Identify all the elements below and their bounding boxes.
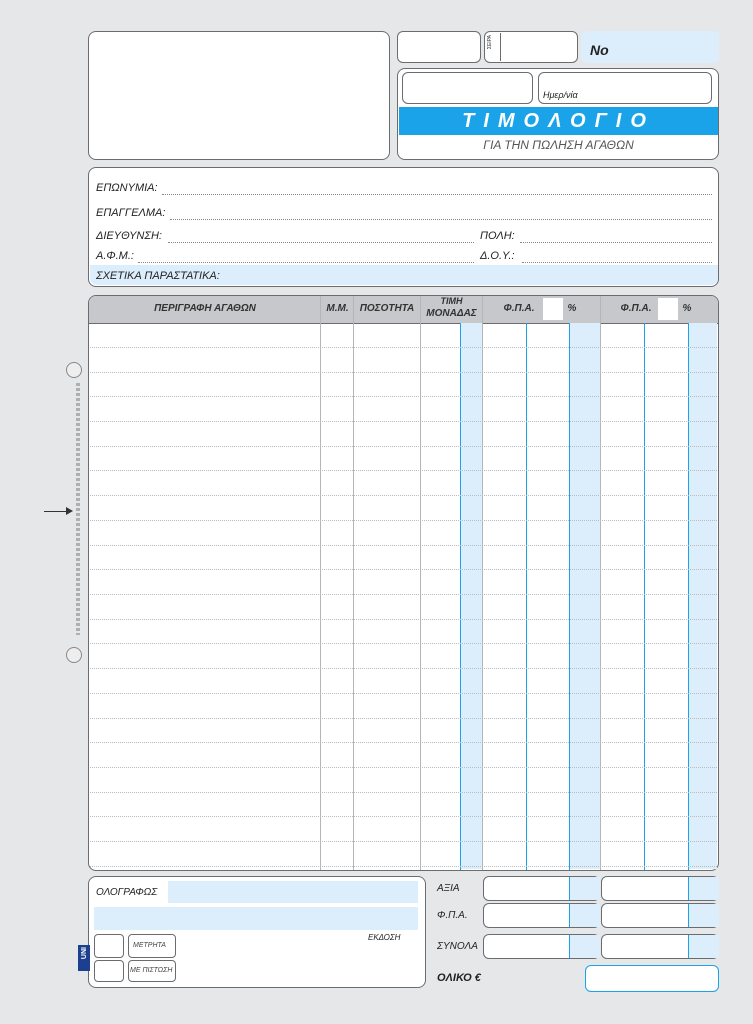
credit-label: ΜΕ ΠΙΣΤΩΣΗ bbox=[130, 967, 173, 974]
totals-label: ΣΥΝΟΛΑ bbox=[437, 941, 478, 952]
vat-number-label: Α.Φ.Μ.: bbox=[96, 250, 134, 262]
table-row[interactable] bbox=[90, 619, 717, 620]
vat2-rate-box[interactable] bbox=[658, 298, 678, 320]
table-row[interactable] bbox=[90, 866, 717, 867]
vat1-rate-box[interactable] bbox=[543, 298, 563, 320]
column-divider bbox=[600, 296, 601, 870]
cash-label: ΜΕΤΡΗΤΑ bbox=[133, 942, 166, 949]
decimal-divider bbox=[569, 935, 600, 958]
table-row[interactable] bbox=[90, 569, 717, 570]
table-row[interactable] bbox=[90, 841, 717, 842]
col-unit-header: Μ.Μ. bbox=[326, 303, 349, 314]
decimal-divider bbox=[569, 904, 600, 927]
table-row[interactable] bbox=[90, 520, 717, 521]
table-row[interactable] bbox=[90, 470, 717, 471]
name-label: ΕΠΩΝΥΜΙΑ: bbox=[96, 182, 158, 194]
name-line[interactable] bbox=[162, 194, 712, 195]
decimal-divider bbox=[526, 323, 527, 870]
total-cell[interactable] bbox=[601, 876, 719, 901]
brand-logo: UNI bbox=[78, 945, 90, 971]
column-divider bbox=[420, 296, 421, 870]
items-table bbox=[88, 295, 719, 871]
decimal-divider bbox=[569, 323, 570, 870]
col-price-header-1: ΤΙΜΗ bbox=[440, 296, 463, 306]
invoice-subtitle: ΓΙΑ ΤΗΝ ΠΩΛΗΣΗ ΑΓΑΘΩΝ bbox=[483, 138, 634, 152]
table-row[interactable] bbox=[90, 396, 717, 397]
in-words-label: ΟΛΟΓΡΑΦΩΣ bbox=[96, 887, 158, 898]
table-row[interactable] bbox=[90, 693, 717, 694]
decimal-divider bbox=[688, 323, 689, 870]
in-words-field-2[interactable] bbox=[94, 907, 418, 930]
column-divider bbox=[353, 296, 354, 870]
city-line[interactable] bbox=[520, 242, 712, 243]
total-cell[interactable] bbox=[601, 934, 719, 959]
vat1-decimal-column bbox=[569, 323, 600, 869]
column-divider bbox=[320, 296, 321, 870]
profession-line[interactable] bbox=[170, 219, 712, 220]
decimal-divider bbox=[688, 935, 719, 958]
col-vat2-header: Φ.Π.Α. bbox=[620, 303, 652, 314]
col-pct2-header: % bbox=[682, 303, 692, 314]
table-row[interactable] bbox=[90, 495, 717, 496]
invoice-title: ΤΙΜΟΛΟΓΙΟ bbox=[462, 110, 655, 132]
table-row[interactable] bbox=[90, 421, 717, 422]
vat2-decimal-column bbox=[688, 323, 717, 869]
profession-label: ΕΠΑΓΓΕΛΜΑ: bbox=[96, 207, 166, 219]
decimal-divider bbox=[569, 877, 600, 900]
table-row[interactable] bbox=[90, 816, 717, 817]
total-cell[interactable] bbox=[483, 934, 600, 959]
date-label: Ημερ/νία bbox=[543, 90, 578, 100]
series-label: ΣΕΙΡΑ bbox=[486, 33, 501, 61]
tax-office-line[interactable] bbox=[522, 262, 712, 263]
table-row[interactable] bbox=[90, 792, 717, 793]
table-row[interactable] bbox=[90, 742, 717, 743]
table-row[interactable] bbox=[90, 446, 717, 447]
tax-office-label: Δ.Ο.Υ.: bbox=[480, 250, 515, 262]
table-row[interactable] bbox=[90, 372, 717, 373]
fold-arrow-icon bbox=[44, 511, 66, 512]
vat-number-line[interactable] bbox=[138, 262, 474, 263]
grand-total-label: ΟΛΙΚΟ € bbox=[437, 972, 481, 984]
col-vat1-header: Φ.Π.Α. bbox=[503, 303, 535, 314]
col-quantity-header: ΠΟΣΟΤΗΤΑ bbox=[359, 303, 415, 314]
table-row[interactable] bbox=[90, 643, 717, 644]
price-decimal-column bbox=[460, 323, 482, 869]
grand-total-field[interactable] bbox=[585, 965, 719, 992]
table-row[interactable] bbox=[90, 668, 717, 669]
city-label: ΠΟΛΗ: bbox=[480, 230, 515, 242]
address-line[interactable] bbox=[168, 242, 474, 243]
invoice-extra-field[interactable] bbox=[402, 72, 533, 104]
cash-checkbox[interactable] bbox=[94, 934, 124, 958]
total-cell[interactable] bbox=[483, 903, 600, 928]
total-cell[interactable] bbox=[601, 903, 719, 928]
total-cell[interactable] bbox=[483, 876, 600, 901]
in-words-field[interactable] bbox=[168, 881, 418, 903]
table-row[interactable] bbox=[90, 718, 717, 719]
punch-hole-icon bbox=[66, 362, 82, 378]
fold-arrow-head-icon bbox=[66, 507, 73, 515]
table-row[interactable] bbox=[90, 594, 717, 595]
decimal-divider bbox=[644, 323, 645, 870]
credit-checkbox[interactable] bbox=[94, 960, 124, 982]
issue-label: ΕΚΔΟΣΗ bbox=[368, 933, 401, 942]
col-description-header: ΠΕΡΙΓΡΑΦΗ ΑΓΑΘΩΝ bbox=[154, 303, 256, 314]
table-row[interactable] bbox=[90, 545, 717, 546]
table-row[interactable] bbox=[90, 347, 717, 348]
punch-hole-icon bbox=[66, 647, 82, 663]
decimal-divider bbox=[688, 904, 719, 927]
table-row[interactable] bbox=[90, 767, 717, 768]
footer-vat-label: Φ.Π.Α. bbox=[437, 910, 468, 921]
number-label: No bbox=[590, 42, 609, 58]
col-price-header-2: ΜΟΝΑΔΑΣ bbox=[426, 308, 477, 319]
col-pct1-header: % bbox=[567, 303, 577, 314]
value-label: ΑΞΙΑ bbox=[437, 883, 460, 894]
related-docs-label: ΣΧΕΤΙΚΑ ΠΑΡΑΣΤΑΤΙΚΑ: bbox=[96, 270, 220, 282]
address-label: ΔΙΕΥΘΥΝΣΗ: bbox=[96, 230, 162, 242]
logo-area bbox=[88, 31, 390, 160]
series-field[interactable] bbox=[397, 31, 481, 63]
column-divider bbox=[482, 296, 483, 870]
margin-legal-text bbox=[76, 383, 80, 635]
decimal-divider bbox=[460, 323, 461, 870]
decimal-divider bbox=[688, 877, 719, 900]
